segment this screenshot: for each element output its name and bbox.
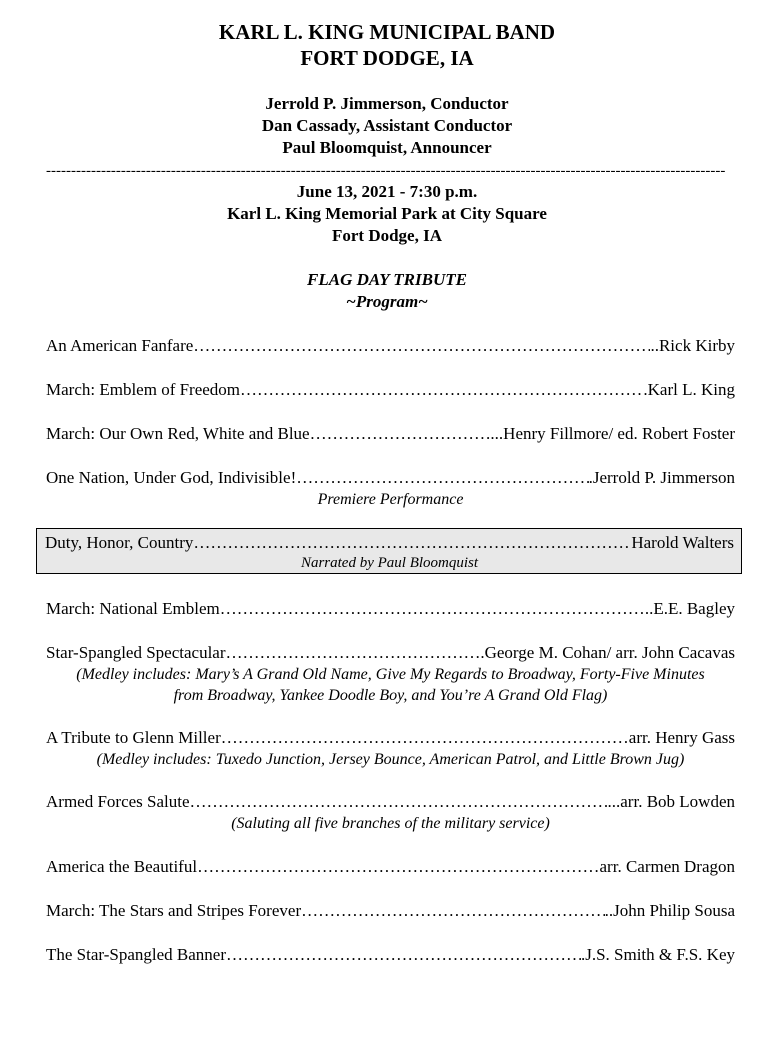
item-title: A Tribute to Glenn Miller (46, 728, 221, 747)
dot-leader (193, 335, 650, 357)
dot-leader (301, 900, 605, 922)
dot-leader (310, 423, 491, 445)
item-note: Narrated by Paul Bloomquist (300, 555, 479, 571)
program-item (46, 335, 735, 357)
program-item (46, 856, 735, 878)
program-subtitle: ~Program~ (346, 292, 428, 311)
program-item (46, 642, 735, 706)
program-item (46, 598, 735, 620)
conductor: Jerrold P. Jimmerson, Conductor (265, 94, 509, 113)
item-credit: .Karl L. King (643, 380, 735, 399)
program-item (46, 423, 735, 445)
item-credit: .J.S. Smith & F.S. Key (580, 945, 735, 964)
band-city: FORT DODGE, IA (300, 46, 474, 70)
program-item (46, 467, 735, 510)
dot-leader (296, 467, 588, 489)
item-note: (Medley includes: Tuxedo Junction, Jersey Bounce, American Patrol, and Little Brown Jug) (96, 751, 685, 768)
item-title: March: National Emblem (46, 599, 220, 618)
divider-line: ---------------------------------------------------------------------------------------------------------------------------------------- (46, 163, 726, 179)
assistant-conductor: Dan Cassady, Assistant Conductor (261, 116, 513, 135)
item-title: Duty, Honor, Country (45, 533, 194, 552)
event-venue: Karl L. King Memorial Park at City Square (227, 204, 547, 223)
item-title: The Star-Spangled Banner (46, 945, 226, 964)
item-title: America the Beautiful (46, 857, 198, 876)
item-title: Armed Forces Salute (46, 792, 190, 811)
item-credit: .George M. Cohan/ arr. John Cacavas (480, 643, 735, 662)
item-credit: ...Henry Fillmore/ ed. Robert Foster (490, 424, 735, 443)
item-title: One Nation, Under God, Indivisible! (46, 468, 297, 487)
item-credit: Harold Walters (631, 533, 734, 552)
program-item (46, 944, 735, 966)
item-title: March: The Stars and Stripes Forever (46, 901, 302, 920)
announcer: Paul Bloomquist, Announcer (282, 138, 492, 157)
event-date-time: June 13, 2021 - 7:30 p.m. (296, 182, 478, 201)
item-credit: ..E.E. Bagley (644, 599, 735, 618)
item-credit: .Jerrold P. Jimmerson (588, 468, 735, 487)
item-title: March: Our Own Red, White and Blue (46, 424, 310, 443)
dot-leader (190, 791, 608, 813)
program-item (46, 727, 735, 770)
band-name: KARL L. KING MUNICIPAL BAND (218, 20, 556, 44)
item-credit: arr. Carmen Dragon (599, 857, 735, 876)
dot-leader (226, 642, 481, 664)
event-location: Fort Dodge, IA (331, 226, 442, 245)
item-note: Premiere Performance (317, 491, 464, 508)
program-item-featured (45, 532, 734, 573)
program-theme: FLAG DAY TRIBUTE (307, 270, 467, 289)
item-title: March: Emblem of Freedom (46, 380, 241, 399)
item-title: An American Fanfare (46, 336, 194, 355)
item-note: (Saluting all five branches of the military service) (231, 815, 550, 832)
item-title: Star-Spangled Spectacular (46, 643, 226, 662)
item-credit: ..Rick Kirby (650, 336, 735, 355)
program-item (46, 900, 735, 922)
program-item (46, 791, 735, 834)
dot-leader (240, 379, 643, 401)
dot-leader (226, 944, 581, 966)
dot-leader (220, 598, 645, 620)
program-item (46, 379, 735, 401)
item-credit: arr. Henry Gass (628, 728, 735, 747)
dot-leader (221, 727, 629, 749)
dot-leader (197, 856, 599, 878)
item-credit: ..John Philip Sousa (604, 901, 735, 920)
item-credit: ...arr. Bob Lowden (607, 792, 735, 811)
item-note: (Medley includes: Mary’s A Grand Old Name, Give My Regards to Broadway, Forty-Five Minutes from Broadway, Yankee Doodle Boy, and You’re A Grand Old Flag) (76, 666, 705, 704)
dot-leader (193, 532, 631, 554)
